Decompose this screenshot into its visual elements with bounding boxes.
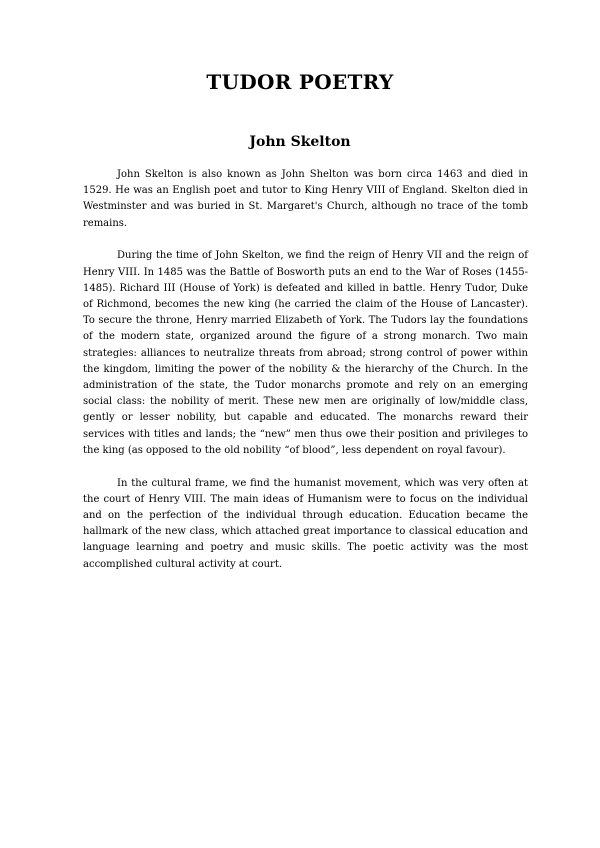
paragraph-1: John Skelton is also known as John Shelton was born circa 1463 and died in 1529. He was an English poet and tutor to King Henry VIII of England. Skelton died in Westminster and was buried in St. Margaret's Church, although no trace of the tomb remains. <box>83 169 528 229</box>
paragraph-3: In the cultural frame, we find the humanist movement, which was very often at the court of Henry VIII. The main ideas of Humanism were to focus on the individual and on the perfection of the individual through education. Education became the hallmark of the new class, which attached great importance to classical education and language learning and poetry and music skills. The poetic activity was the most accomplished cultural activity at court. <box>83 477 528 570</box>
section-heading: John Skelton <box>249 134 351 150</box>
paragraph-2: During the time of John Skelton, we find the reign of Henry VII and the reign of Henry VIII. In 1485 was the Battle of Bosworth puts an end to the War of Roses (1455-1485). Richard III (House of York) is defeated and killed in battle. Henry Tudor, Duke of Richmond, becomes the new king (he carried the claim of the House of Lancaster). To secure the throne, Henry married Elizabeth of York. The Tudors lay the foundations of the modern state, organized around the figure of a strong monarch. Two main strategies: alliances to neutralize threats from abroad; strong control of power within the kingdom, limiting the power of the nobility & the hierarchy of the Church. In the administration of the state, the Tudor monarchs promote and rely on an emerging social class: the nobility of merit. These new men are originally of low/middle class, gently or lesser nobility, but capable and educated. The monarchs reward their services with titles and lands; the “new” men thus owe their position and privileges to the king (as opposed to the old nobility “of blood”, less dependent on royal favour). <box>83 250 528 456</box>
body-text <box>83 167 528 589</box>
document-title: TUDOR POETRY <box>206 70 394 94</box>
